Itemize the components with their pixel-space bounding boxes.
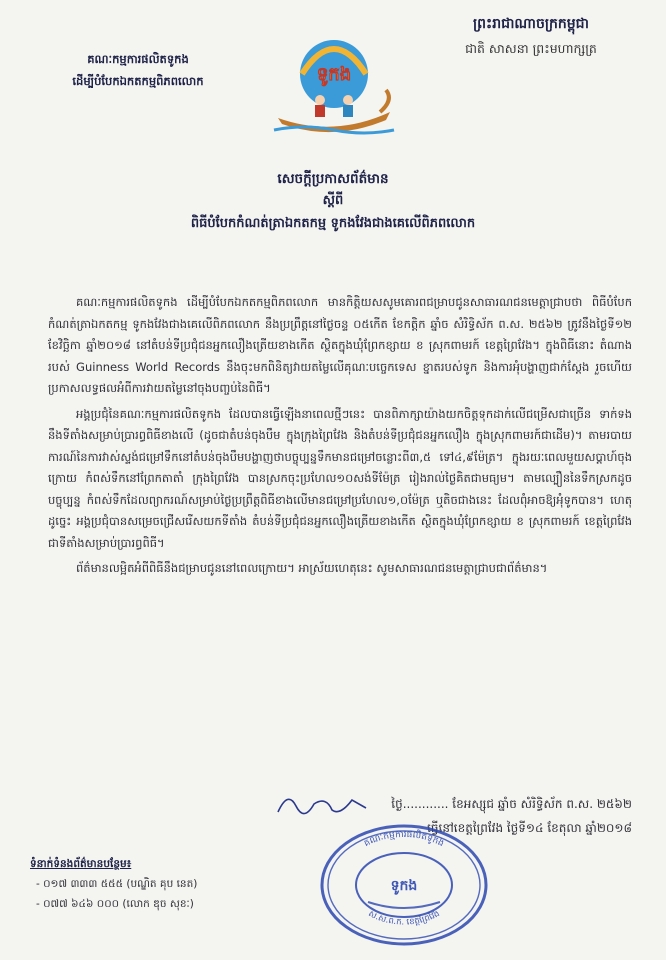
kingdom-title: ព្រះរាជាណាចក្រកម្ពុជា: [472, 16, 589, 32]
seal-center-label: ទូកង: [390, 878, 418, 894]
contact-phone-2: - ០៧៧ ៦៤៦ ០០០ (លោក ឌុច សុខៈ): [36, 898, 194, 910]
document-body: [48, 292, 632, 584]
national-motto: ជាតិ សាសនា ព្រះមហាក្សត្រ: [465, 41, 597, 56]
seal-top-text: គណៈកម្មការផលិតទូកង: [362, 829, 446, 850]
logo-figure-head-1: [315, 95, 325, 105]
org-line-1: គណៈកម្មការផលិតទូកង: [87, 52, 189, 66]
document-about: ស្តីពី: [322, 193, 344, 208]
boat-festival-logo: [268, 30, 400, 142]
logo-figure-head-2: [343, 95, 353, 105]
paragraph-3: ព័ត៌មានលម្អិតអំពីពិធីនឹងជម្រាបជូននៅពេលក្រោយ។ អាស្រ័យហេតុនេះ សូមសាធារណជនមេត្តាជ្រាបជាព័ត៌មាន។: [76, 561, 548, 575]
seal-bottom-text: ស.ស.ព.ក. ខេត្តព្រៃវែង: [366, 908, 442, 928]
logo-figure-body-2: [343, 105, 353, 117]
paragraph-2: អង្គប្រជុំនៃគណៈកម្មការផលិតទូកង ដែលបានធ្វើឡើងនាពេលថ្មីៗនេះ បានពិភាក្សាយ៉ាងយកចិត្តទុកដាក់លើជម្រើសជាច្រើន ទាក់ទងនឹងទីតាំងសម្រាប់ប្រារព្ធពិធីខាងលើ (ដូចជាតំបន់ចុងបឹម ក្នុងក្រុងព្រៃវែង និងតំបន់ទីប្រជុំជនអ្នកលឿង ក្នុងស្រុកពាមរក៍ជាដើម)។ តាមរបាយការណ៍នៃការវាស់ស្ទង់ជម្រៅទឹកនៅតំបន់ចុងបឹមបង្ហាញថាបច្ចុប្បន្នទឹកមានជម្រៅចន្លោះពី៣,៥ ទៅ៤,៩ម៉ែត្រ។ ក្នុងរយៈពេលមួយសប្តាហ៍ចុងក្រោយ កំពស់ទឹកនៅព្រែកតាតាំ ក្រុងព្រៃវែង បានស្រកចុះប្រហែល១០សង់ទីម៉ែត្រ រៀងរាល់ថ្ងៃគិតជាមធ្យម។ តាមល្បឿននៃទឹកស្រកដូចបច្ចុប្បន្ន កំពស់ទឹកដែលព្យាករណ៍សម្រាប់ថ្ងៃប្រព្រឹត្តពិធីខាងលើមានជម្រៅប្រហែល១,០ម៉ែត្រ ឬតិចជាងនេះ ដែលពុំអាចឱ្យអុំទូកបាន។ ហេតុដូច្នេះ អង្គប្រជុំបានសម្រេចជ្រើសរើសយកទីតាំង តំបន់ទីប្រជុំជនអ្នកលឿងត្រើយខាងកើត ស្ថិតក្នុងឃុំព្រែកខ្សាយ ខ ស្រុកពាមរក៍ ខេត្តព្រៃវែង ជាទីតាំងសម្រាប់ប្រារព្ធពិធី។: [48, 406, 632, 550]
logo-figure-body-1: [315, 105, 325, 117]
official-seal-stamp: [318, 822, 490, 948]
paragraph-1: គណៈកម្មការផលិតទូកង ដើម្បីបំបែកឯកតកម្មពិភពលោក មានកិត្តិយសសូមគោរពជម្រាបជូនសាធារណជនមេត្តាជ្រាបថា ពិធីបំបែកកំណត់ត្រាឯកតកម្ម ទូកងវែងជាងគេលើពិភពលោក នឹងប្រព្រឹត្តនៅថ្ងៃចន្ទ ០៥កើត ខែកត្តិក ឆ្នាំច សំរិទ្ធិស័ក ព.ស. ២៥៦២ ត្រូវនឹងថ្ងៃទី១២ ខែវិច្ឆិកា ឆ្នាំ២០១៨ នៅតំបន់ទីប្រជុំជនអ្នកលឿងត្រើយខាងកើត ស្ថិតក្នុងឃុំព្រែកខ្សាយ ខ ស្រុកពាមរក៍ ខេត្តព្រៃវែង។ ក្នុងពិធីនោះ តំណាងរបស់ Guinness World Records នឹងចុះមកពិនិត្យវាយតម្លៃលើគុណៈបច្ចេកទេស ខ្នាតរបស់ទូក និងការអុំបង្ហាញជាក់ស្តែង រួចហើយប្រកាសលទ្ធផលអំពីការវាយតម្លៃនៅចុងបញ្ចប់នៃពិធី។: [48, 295, 632, 395]
organization-header: [28, 48, 248, 92]
document-subject: ពិធីបំបែកកំណត់ត្រាឯកតកម្ម ទូកងវែងជាងគេលើពិភពលោក: [190, 216, 476, 231]
document-title: សេចក្តីប្រកាសព័ត៌មាន: [277, 171, 389, 187]
kingdom-header: [426, 12, 636, 62]
contact-title: ទំនាក់ទំនងព័ត៌មានបន្ថែម៖: [30, 858, 132, 870]
logo-boat-prow: [380, 90, 389, 112]
lunar-date: ថ្ងៃ............ ខែអស្សុជ ឆ្នាំច សំរិទ្ធិស័ក ព.ស. ២៥៦២: [391, 797, 632, 811]
logo-wordmark: ទូកង: [316, 64, 352, 85]
contact-phone-1: - ០១៧ ៣៣៣ ៥៥៥ (បណ្ឌិត គុប នេត): [36, 878, 198, 890]
solar-date: ធ្វើនៅខេត្តព្រៃវែង ថ្ងៃទី១៤ ខែតុលា ឆ្នាំ២០១៨: [427, 821, 632, 835]
contact-info: [30, 854, 290, 914]
org-line-2: ដើម្បីបំបែកឯកតកម្មពិភពលោក: [72, 74, 204, 88]
document-title-block: [40, 168, 626, 236]
